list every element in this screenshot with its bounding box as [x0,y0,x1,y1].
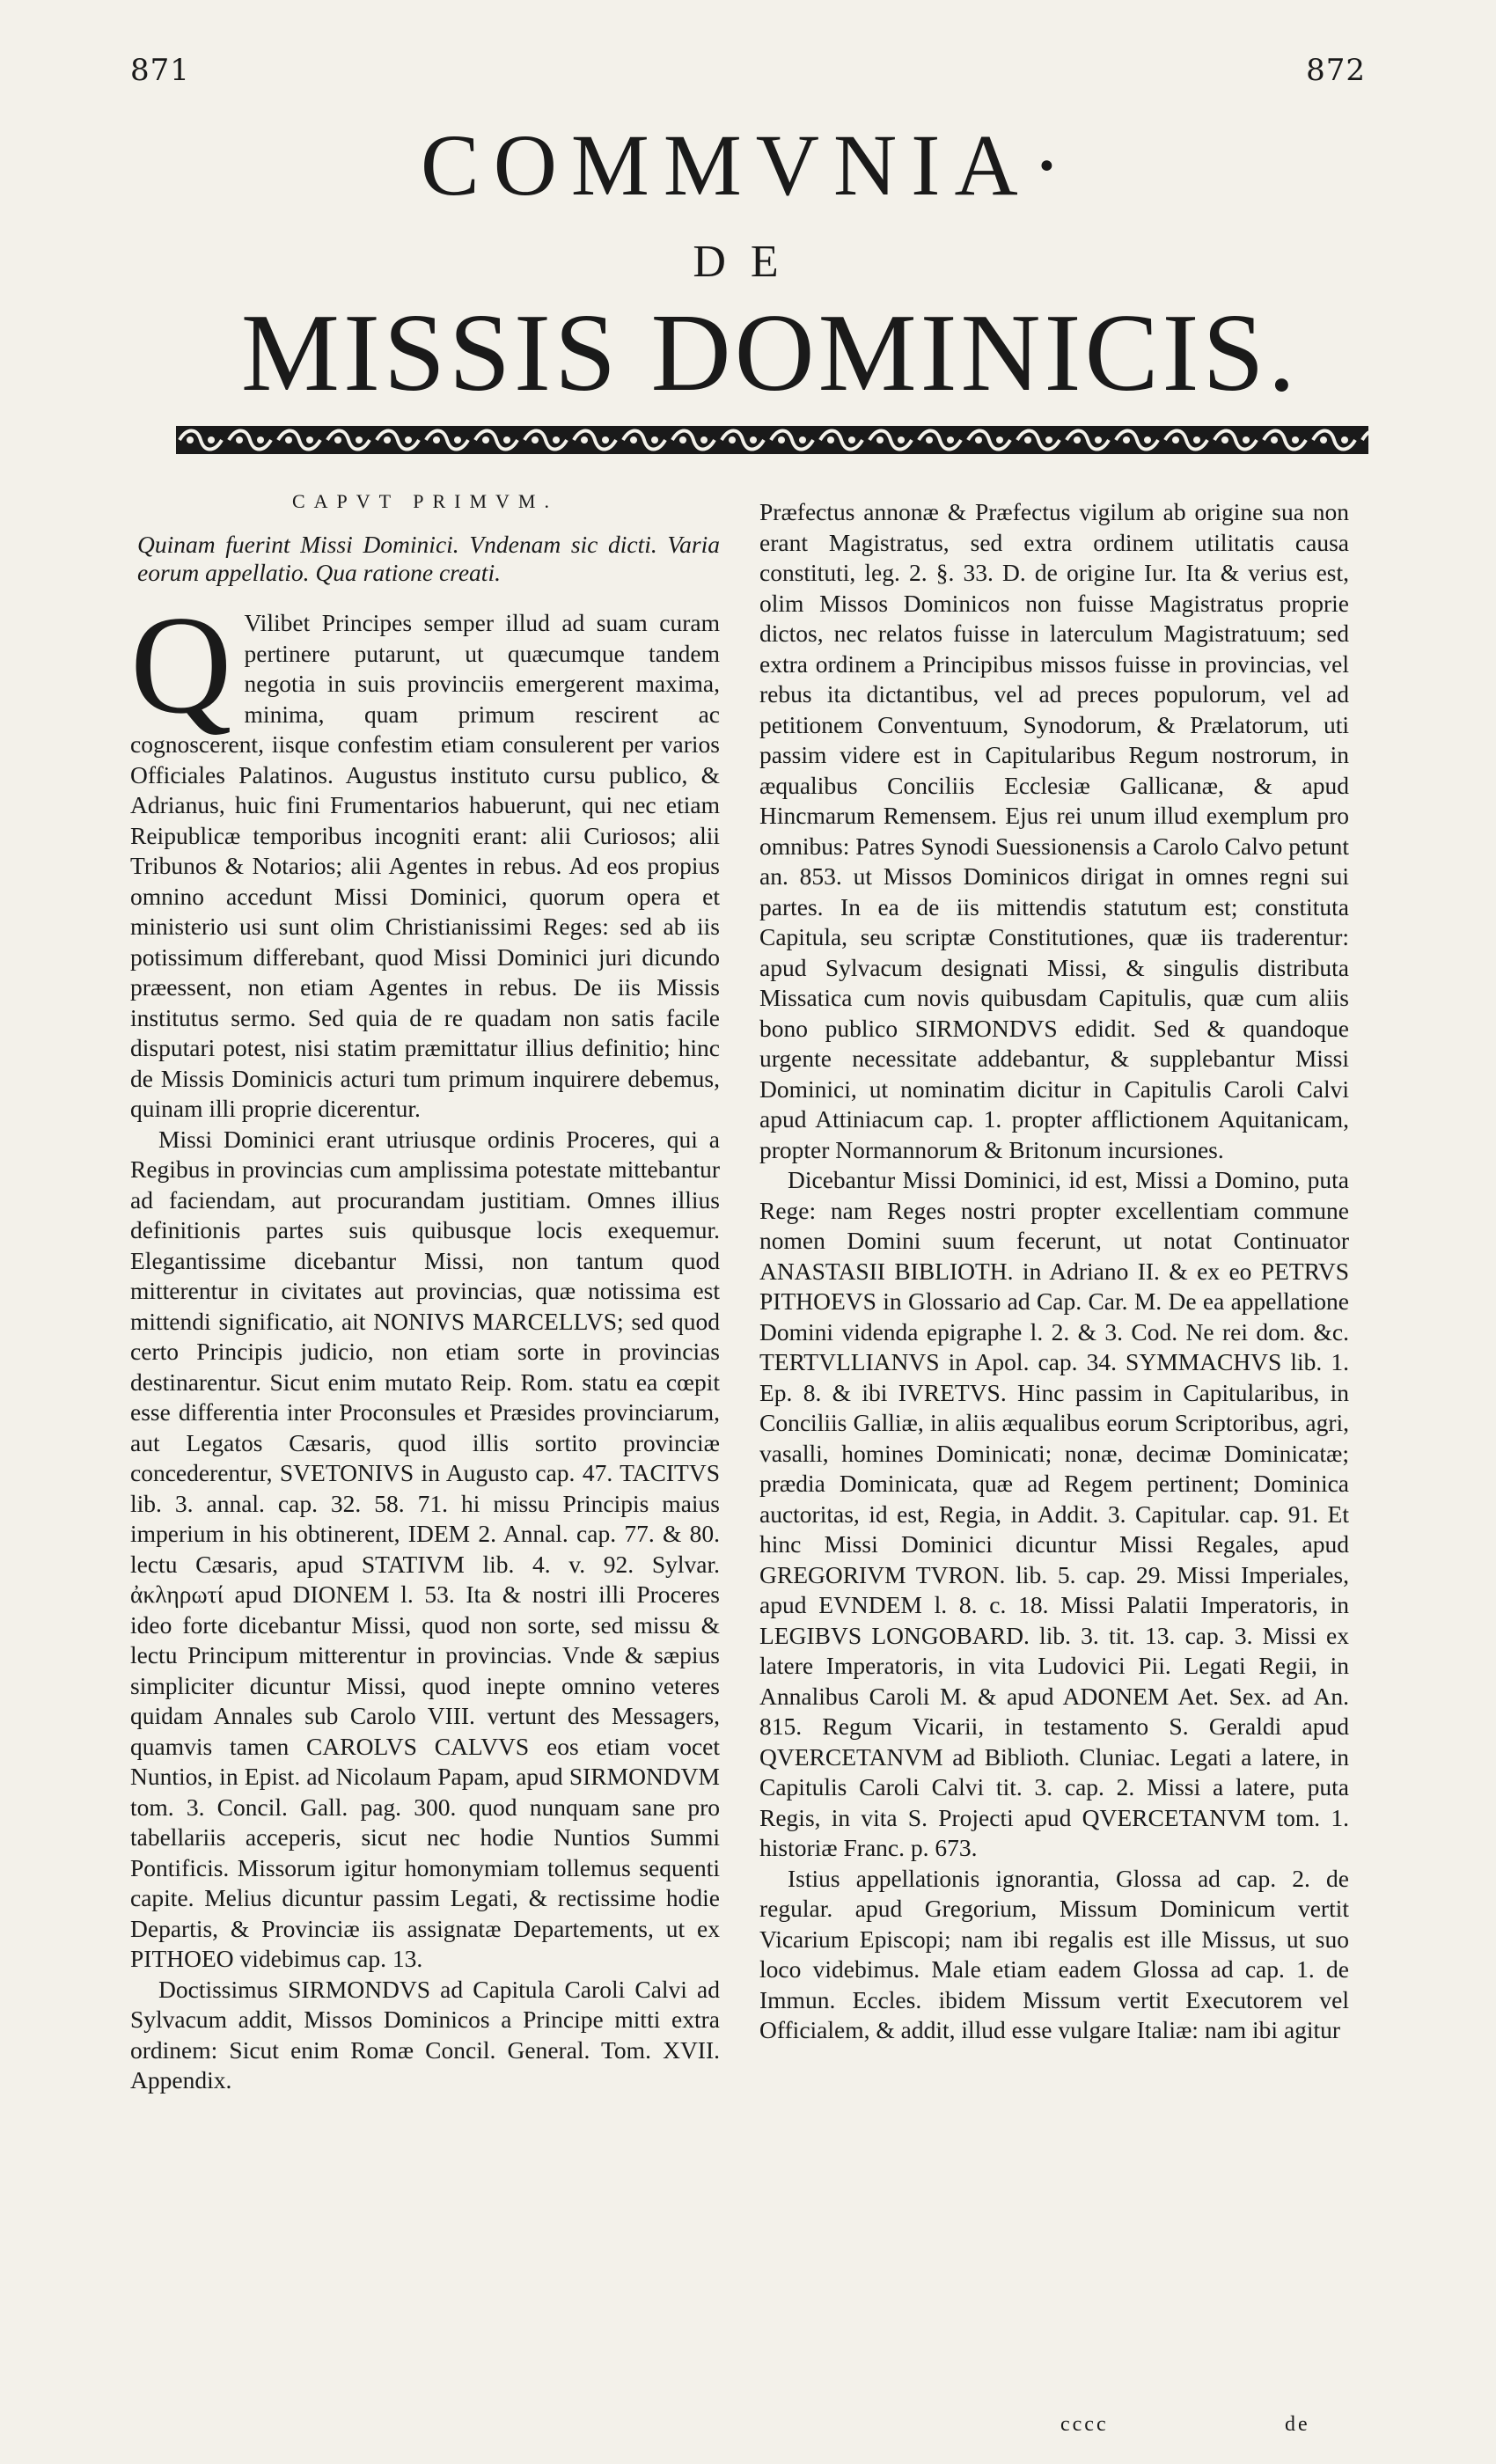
page-number-left: 871 [130,53,190,88]
right-paragraph-2: Dicebantur Missi Dominici, id est, Missi a Domino, puta Rege: nam Reges nostri propter excellentiam commune nomen Domini suum fecerunt, ut notat Continuator ANASTASII BIBLIOTH. in Adriano II. & ex eo PETRVS PITHOEVS in Glossario ad Cap. Car. M. De ea appellatione Domini videnda epigraphe l. 2. & 3. Cod. Ne rei dom. &c. TERTVLLIANVS in Apol. cap. 34. SYMMACHVS lib. 1. Ep. 8. & ibi IVRETVS. Hinc passim in Capitularibus, in Conciliis Galliæ, in aliis æqualibus eorum Scriptoribus, agri, vasalli, homines Dominicati; nonæ, decimæ Dominicatæ; prædia Dominicata, quæ ad Regem pertinent; Dominica auctoritas, id est, Regia, in Addit. 3. Capitular. cap. 91. Et hinc Missi Dominici dicuntur Missi Regales, apud GREGORIVM TVRON. lib. 5. cap. 29. Missi Imperiales, apud EVNDEM l. 8. c. 18. Missi Palatii Imperatoris, in LEGIBVS LONGOBARD. lib. 3. tit. 13. cap. 3. Missi ex latere Imperatoris, in vita Ludovici Pii. Legati Regii, in Annalibus Caroli M. & apud ADONEM Aet. Sex. ad An. 815. Regum Vicarii, in testamento S. Geraldi apud QVERCETANVM ad Biblioth. Cluniac. Legati a latere, in Capitulis Caroli Calvi tit. 3. cap. 2. Missi a latere, puta Regis, in vita S. Projecti apud QVERCETANVM tom. 1. historiæ Franc. p. 673. [759,1166,1349,1861]
ornamental-border [176,422,1368,458]
title-line-1: COMMVNIA· [421,116,1075,214]
chapter-summary: Quinam fuerint Missi Dominici. Vndenam sic dicti. Varia eorum appellatio. Qua ratione creati. [137,531,720,586]
right-paragraph-1: Præfectus annonæ & Præfectus vigilum ab origine sua non erant Magistratus, sed extra ordinem utilitatis causa constituti, leg. 2. §. 33. D. de origine Iur. Ita & verius est, olim Missos Dominicos non fuisse Magistratus proprie dictos, nec relatos fuisse in laterculum Magistratuum; sed extra ordinem a Principibus missos fuisse in provincias, vel rebus ita dictantibus, vel ad preces populorum, vel ad petitionem Conventuum, Synodorum, & Prælatorum, uti passim videre est in Capitularibus Regum nostrorum, in æqualibus Conciliis Ecclesiæ Gallicanæ, & apud Hincmarum Remensem. Ejus rei unum illud exemplum pro omnibus: Patres Synodi Suessionensis a Carolo Calvo petunt an. 853. ut Missos Dominicos dirigat in omnes regni sui partes. In ea de iis mittendis statutum est; constituta Capitula, seu scriptæ Constitutiones, quæ iis traderentur: apud Sylvacum designati Missi, & singulis distributa Missatica cum novis quibusdam Capitulis, quæ cum aliis bono publico SIRMONDVS edidit. Sed & quandoque urgente necessitate addebantur, & supplebantur Missi Dominici, ut nominatim dicitur in Capitulis Caroli Calvi apud Attiniacum cap. 1. propter afflictionem Aquitanicam, propter Normannorum & Britonum incursiones. [759,498,1349,1163]
signature-mark: cccc [1060,2413,1109,2436]
drop-cap: Q [130,586,232,743]
catchword: de [1285,2413,1310,2436]
page-number-right: 872 [1306,53,1366,88]
title-line-3: MISSIS DOMINICIS. [240,292,1300,414]
left-column [130,488,720,2096]
right-column [759,497,1349,2046]
left-paragraph-1: Vilibet Principes semper illud ad suam curam pertinere putarunt, ut quæcumque tandem negotia in suis provinciis emergerent maxima, minima, quam primum rescirent ac cognoscerent, iisque confestim etiam consulerent per varios Officiales Palatinos. Augustus instituto cursu publico, & Adrianus, huic fini Frumentarios habuerunt, qui nec etiam Reipublicæ temporibus incogniti erant: alii Curiosos; alii Tribunos & Notarios; alii Agentes in rebus. Ad eos propius omnino accedunt Missi Dominici, quorum opera et ministerio usi sunt olim Christianissimi Reges: sed ab iis potissimum differebant, quod Missi Dominici juri dicundo præessent, non etiam Agentes in rebus. De iis Missis institutus sermo. Sed quia de re quadam non satis facile disputari potest, nisi statim præmittatur illius definitio; hinc de Missis Dominicis acturi tum primum inquirere debemus, quinam illi proprie dicerentur. [130,609,720,1122]
right-paragraph-3: Istius appellationis ignorantia, Glossa ad cap. 2. de regular. apud Gregorium, Missum Dominicum vertit Vicarium Episcopi; nam ibi regalis est ille Missus, ut suo loco videbimus. Male etiam eadem Glossa ad cap. 1. de Immun. Eccles. ibidem Missum vertit Executorem vel Officialem, & addit, illud esse vulgare Italiæ: nam ibi agitur [759,1864,1349,2043]
chapter-heading: CAPVT PRIMVM. [292,490,558,512]
left-paragraph-2: Missi Dominici erant utriusque ordinis Proceres, qui a Regibus in provincias cum amplissima potestate mittebantur ad faciendam, aut procurandam justitiam. Omnes illius definitionis partes suis quibusque locis exequemur. Elegantissime dicebantur Missi, non tantum quod mitterentur in civitates aut provincias, quæ notissima est mittendi significatio, ait NONIVS MARCELLVS; sed quod certo Principis judicio, non etiam sorte in provincias destinarentur. Sicut enim mutato Reip. Rom. statu ea cœpit esse differentia inter Proconsules et Præsides provinciarum, aut Legatos Cæsaris, quod illis sortito provinciæ concederentur, SVETONIVS in Augusto cap. 47. TACITVS lib. 3. annal. cap. 32. 58. 71. hi missu Principis maius imperium in his obtinerent, IDEM 2. Annal. cap. 77. & 80. lectu Cæsaris, apud STATIVM lib. 4. v. 92. Sylvar. ἀκληρωτί apud DIONEM l. 53. Ita & nostri illi Proceres ideo forte dicebantur Missi, quod non sorte, sed missu & lectu Principum mitterentur in provincias. Vnde & sæpius simpliciter dicuntur Missi, quod inepte omnino veteres quidam Annales sub Carolo VIII. vertunt des Messagers, quamvis tamen CAROLVS CALVVS eos etiam vocet Nuntios, in Epist. ad Nicolaum Papam, apud SIRMONDVM tom. 3. Concil. Gall. pag. 300. quod nunquam sane pro tabellariis acceperis, sicut nec hodie Nuntios Summi Pontificis. Missorum igitur homonymiam tollemus sequenti capite. Melius dicuntur passim Legati, & rectissime hodie Departis, & Provinciæ iis assignatæ Departements, ut ex PITHOEO videbimus cap. 13. [130,1125,720,1972]
title-line-2: DE [693,237,803,287]
left-paragraph-3: Doctissimus SIRMONDVS ad Capitula Caroli Calvi ad Sylvacum addit, Missos Dominicos a Principe mitti extra ordinem: Sicut enim Romæ Concil. General. Tom. XVII. Appendix. [130,1975,720,2094]
